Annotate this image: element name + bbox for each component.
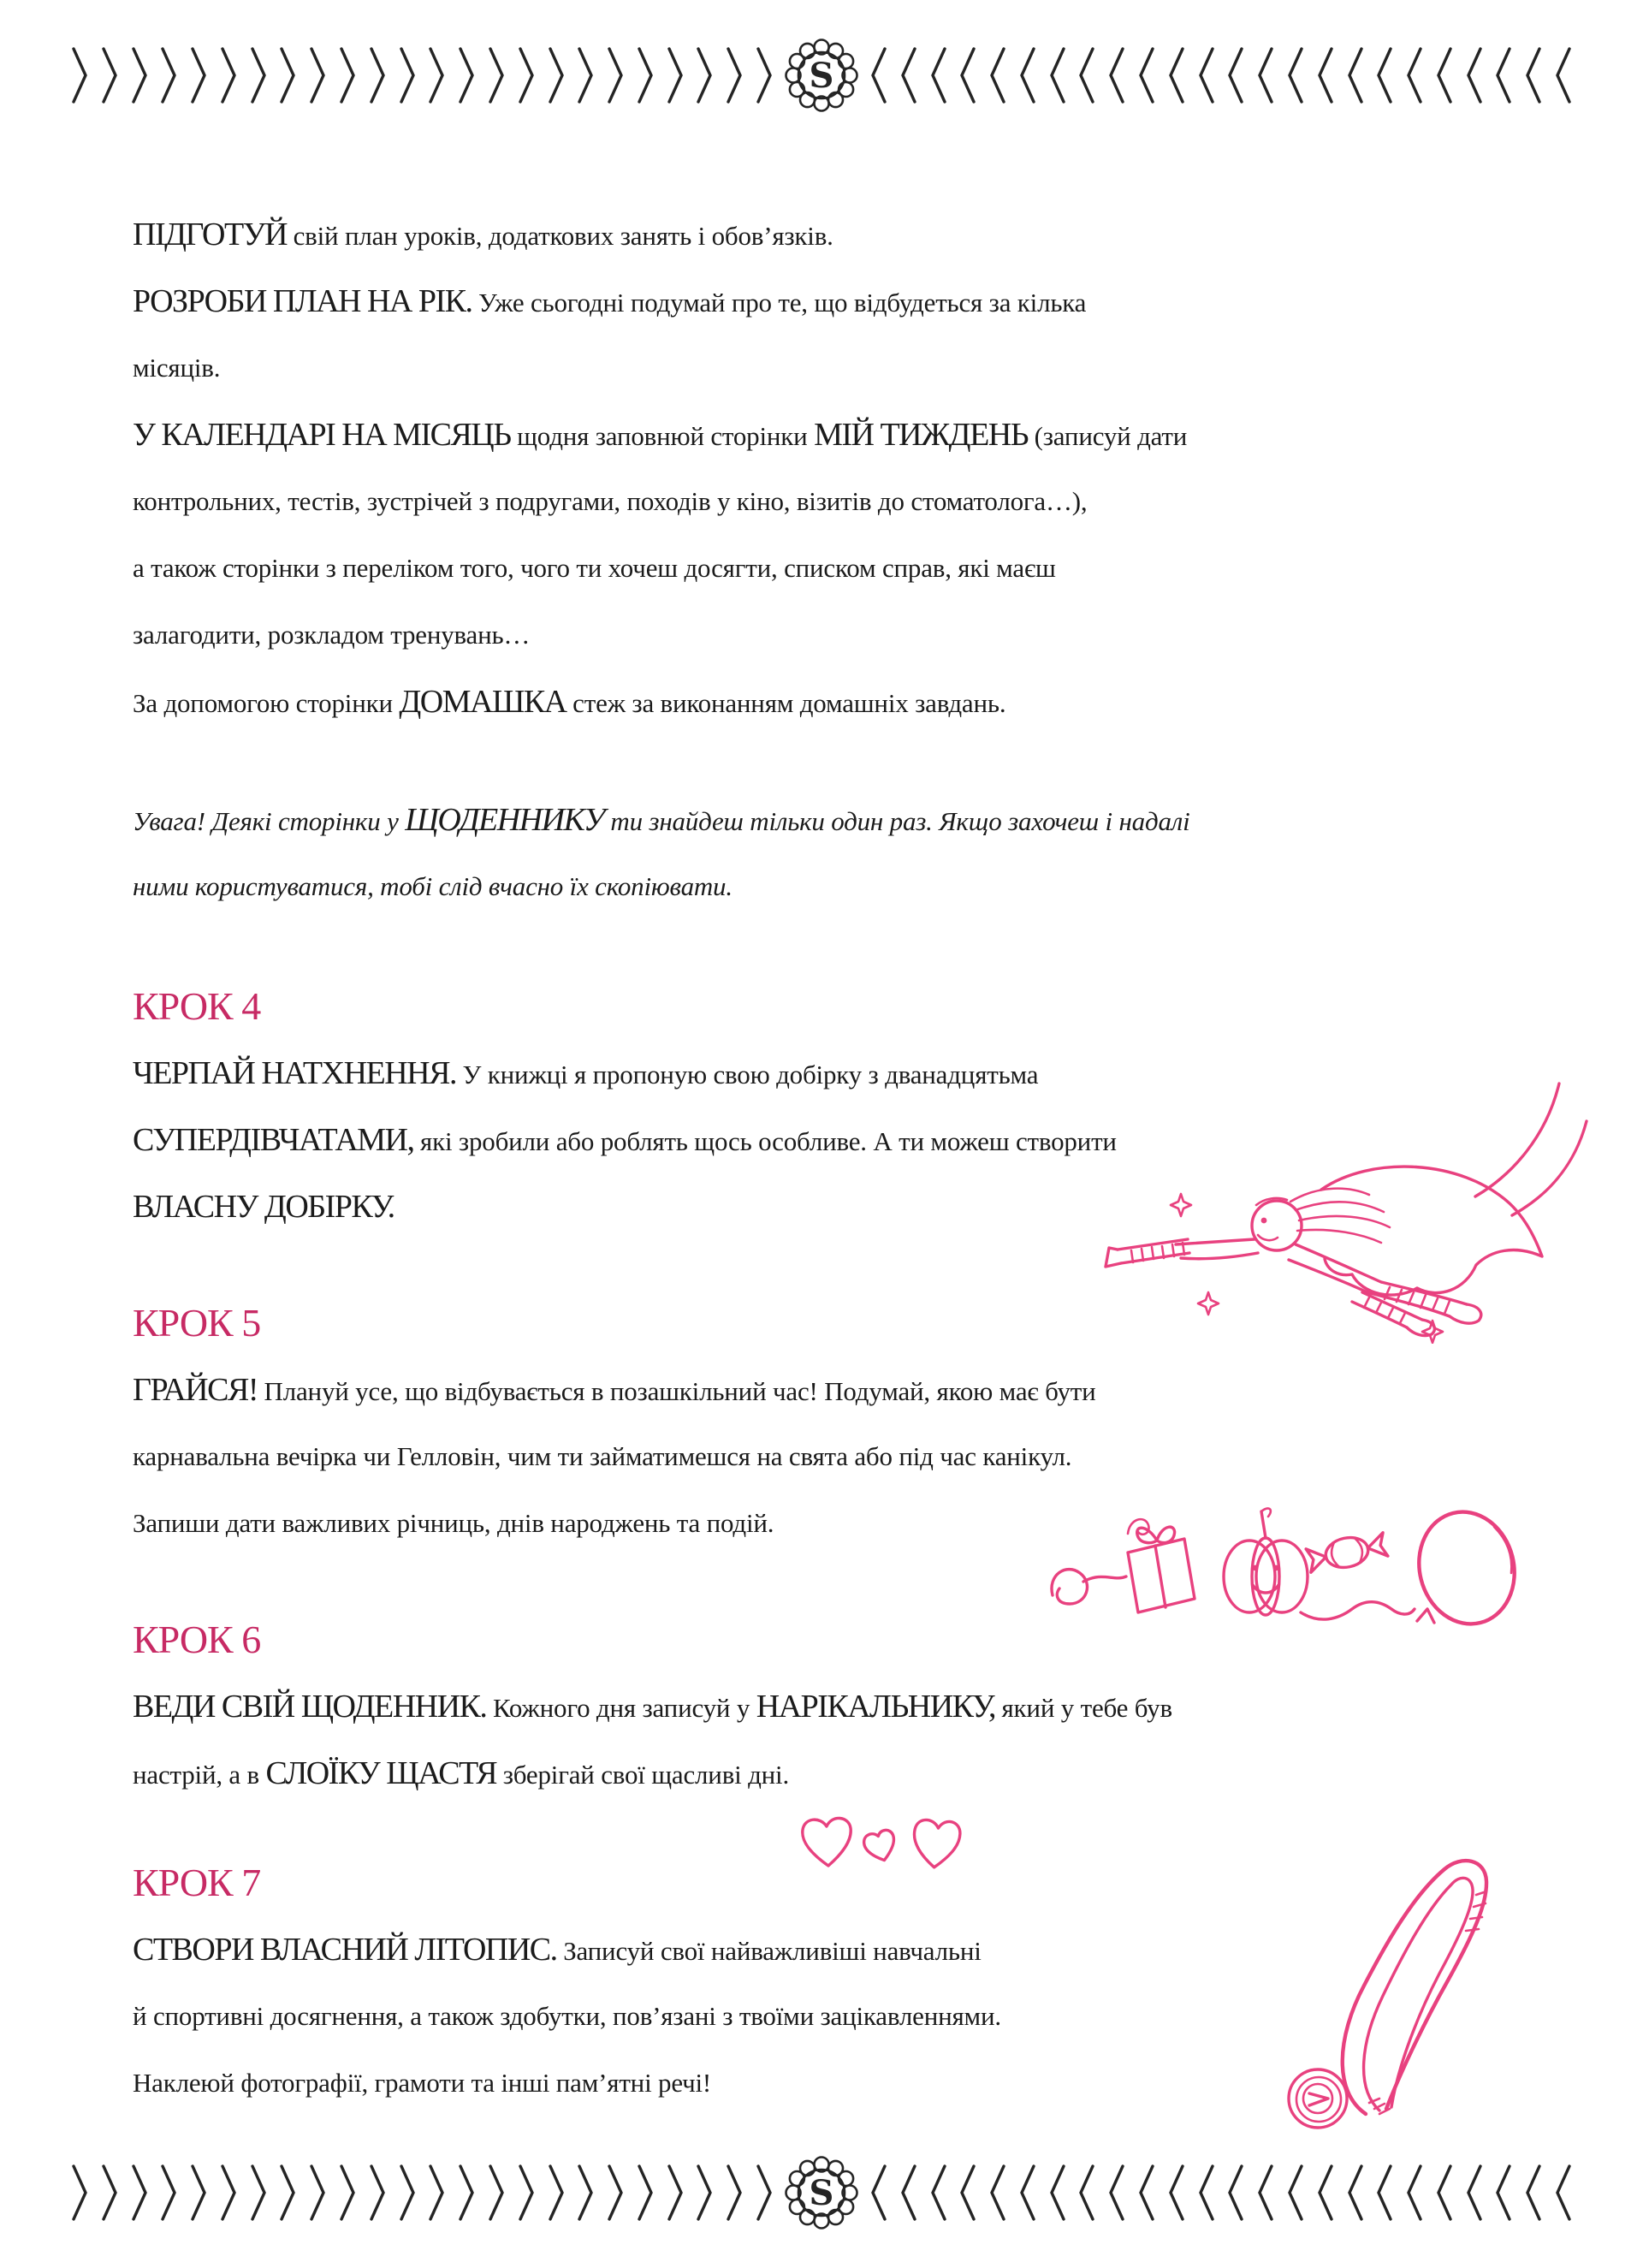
emphasis-caps-text: МІЙ ТИЖДЕНЬ xyxy=(814,417,1029,453)
text-line xyxy=(133,602,1502,668)
body-text: ти знайдеш тільки один раз. Якщо захочеш і надалі xyxy=(603,806,1190,836)
chevron-left-icon xyxy=(1226,45,1245,105)
chevron-right-icon xyxy=(308,2163,327,2223)
chevron-left-icon xyxy=(1197,2163,1216,2223)
body-text: У книжці я пропоную свою добірку з дванадцятьма xyxy=(455,1060,1039,1089)
text-line xyxy=(133,1983,1502,2050)
emphasis-caps-text: НАРІКАЛЬНИКУ, xyxy=(756,1689,995,1725)
chevron-right-icon xyxy=(189,45,208,105)
text-line xyxy=(133,787,1502,853)
body-text: За допомогою сторінки xyxy=(133,688,400,718)
chevron-left-icon xyxy=(1137,45,1156,105)
body-text: контрольних, тестів, зустрічей з подругами, походів у кіно, візитів до стоматолога…), xyxy=(133,486,1088,516)
chevron-left-row xyxy=(869,45,1573,105)
chevron-right-icon xyxy=(427,45,446,105)
chevron-left-icon xyxy=(1524,45,1543,105)
body-text: свій план уроків, додаткових занять і обов’язків. xyxy=(287,221,833,251)
section-heading: КРОК 4 xyxy=(133,984,261,1028)
body-text: настрій, а в xyxy=(133,1760,266,1790)
section-krok-6 xyxy=(133,1613,1502,1807)
text-line xyxy=(133,335,1502,401)
emphasis-caps-text: ЧЕРПАЙ НАТХНЕННЯ. xyxy=(133,1055,456,1091)
chevron-right-icon xyxy=(547,45,566,105)
body-text: Записуй свої найважливіші навчальні xyxy=(556,1936,982,1966)
text-line xyxy=(133,1673,1502,1740)
chevron-right-icon xyxy=(368,2163,387,2223)
chevron-right-icon xyxy=(100,2163,119,2223)
emphasis-caps-text: РОЗРОБИ ПЛАН НА РІК. xyxy=(133,283,472,319)
chevron-right-icon xyxy=(189,2163,208,2223)
emphasis-caps-text: СТВОРИ ВЛАСНИЙ ЛІТОПИС. xyxy=(133,1932,557,1968)
flower-s-ornament-icon xyxy=(782,36,861,115)
section-heading: КРОК 5 xyxy=(133,1301,261,1345)
chevron-right-icon xyxy=(666,2163,685,2223)
body-text: Увага! Деякі сторінки у xyxy=(133,806,406,836)
chevron-left-icon xyxy=(1435,2163,1454,2223)
section-heading: КРОК 6 xyxy=(133,1618,261,1661)
chevron-right-icon xyxy=(517,2163,536,2223)
chevron-right-icon xyxy=(398,45,417,105)
chevron-left-icon xyxy=(899,45,918,105)
top-border xyxy=(70,36,1573,115)
text-line xyxy=(133,201,1502,268)
text-line xyxy=(133,535,1502,602)
chevron-right-icon xyxy=(725,45,744,105)
chevron-left-icon xyxy=(958,2163,977,2223)
chevron-right-icon xyxy=(219,2163,238,2223)
chevron-left-icon xyxy=(1465,45,1484,105)
chevron-right-icon xyxy=(159,2163,178,2223)
chevron-left-icon xyxy=(988,2163,1007,2223)
chevron-right-icon xyxy=(100,45,119,105)
chevron-right-icon xyxy=(308,45,327,105)
emphasis-caps-text: ГРАЙСЯ! xyxy=(133,1372,258,1408)
chevron-right-icon xyxy=(70,45,89,105)
section-paragraph xyxy=(133,1673,1502,1807)
intro-paragraph xyxy=(133,201,1502,735)
chevron-right-icon xyxy=(338,45,357,105)
text-line xyxy=(133,668,1502,735)
body-text: місяців. xyxy=(133,353,221,383)
chevron-left-icon xyxy=(1197,45,1216,105)
chevron-right-icon xyxy=(695,2163,714,2223)
chevron-left-icon xyxy=(1465,2163,1484,2223)
text-line xyxy=(133,401,1502,468)
bottom-border xyxy=(70,2153,1573,2232)
chevron-left-icon xyxy=(1018,45,1037,105)
chevron-right-icon xyxy=(755,2163,774,2223)
section-paragraph xyxy=(133,1040,1502,1240)
chevron-right-icon xyxy=(666,45,685,105)
chevron-left-icon xyxy=(869,45,888,105)
body-text: щодня заповнюй сторінки xyxy=(510,421,815,451)
text-line xyxy=(133,1423,1502,1490)
chevron-right-icon xyxy=(368,45,387,105)
emphasis-caps-text: СЛОЇКУ ЩАСТЯ xyxy=(265,1755,497,1791)
text-column xyxy=(133,201,1502,2117)
chevron-left-icon xyxy=(1018,2163,1037,2223)
chevron-left-icon xyxy=(1524,2163,1543,2223)
chevron-right-icon xyxy=(338,2163,357,2223)
note-paragraph xyxy=(133,787,1502,920)
chevron-left-icon xyxy=(869,2163,888,2223)
chevron-right-icon xyxy=(457,45,476,105)
chevron-right-icon xyxy=(576,2163,595,2223)
chevron-left-icon xyxy=(1256,2163,1275,2223)
body-text: ними користуватися, тобі слід вчасно їх скопіювати. xyxy=(133,871,733,901)
chevron-left-icon xyxy=(1405,45,1424,105)
chevron-right-icon xyxy=(576,45,595,105)
body-text: який у тебе був xyxy=(994,1693,1172,1723)
chevron-right-icon xyxy=(70,2163,89,2223)
body-text: (записуй дати xyxy=(1028,421,1188,451)
section-paragraph xyxy=(133,1916,1502,2117)
emphasis-caps-text: ДОМАШКА xyxy=(399,684,566,720)
chevron-left-icon xyxy=(1346,2163,1365,2223)
text-line xyxy=(133,2050,1502,2117)
chevron-right-icon xyxy=(636,2163,655,2223)
ornament-letter: S xyxy=(809,56,834,96)
text-line xyxy=(133,1357,1502,1423)
body-text: а також сторінки з переліком того, чого ти хочеш досягти, списком справ, які маєш xyxy=(133,553,1056,583)
chevron-left-icon xyxy=(1435,45,1454,105)
body-text: зберігай свої щасливі дні. xyxy=(496,1760,790,1790)
chevron-right-row xyxy=(70,2163,774,2223)
chevron-left-icon xyxy=(1554,2163,1573,2223)
chevron-right-icon xyxy=(695,45,714,105)
section-krok-7 xyxy=(133,1856,1502,2117)
chevron-left-icon xyxy=(1316,2163,1335,2223)
emphasis-caps-text: ВЛАСНУ ДОБІРКУ. xyxy=(133,1189,394,1225)
chevron-left-icon xyxy=(1494,45,1513,105)
chevron-left-icon xyxy=(1137,2163,1156,2223)
chevron-left-icon xyxy=(1346,45,1365,105)
text-line xyxy=(133,1040,1502,1107)
body-text: Плануй усе, що відбувається в позашкільний час! Подумай, якою має бути xyxy=(257,1376,1096,1406)
chevron-left-icon xyxy=(1494,2163,1513,2223)
chevron-left-icon xyxy=(1405,2163,1424,2223)
chevron-right-icon xyxy=(159,45,178,105)
chevron-right-icon xyxy=(487,45,506,105)
chevron-right-icon xyxy=(398,2163,417,2223)
chevron-right-icon xyxy=(636,45,655,105)
chevron-right-icon xyxy=(278,2163,297,2223)
chevron-right-icon xyxy=(755,45,774,105)
text-line xyxy=(133,1173,1502,1240)
section-paragraph xyxy=(133,1357,1502,1557)
emphasis-caps-text: ЩОДЕННИКУ xyxy=(405,802,604,838)
ornament-letter: S xyxy=(809,2173,834,2213)
body-text: залагодити, розкладом тренувань… xyxy=(133,620,531,650)
chevron-left-icon xyxy=(1048,45,1067,105)
chevron-right-icon xyxy=(725,2163,744,2223)
text-line xyxy=(133,1490,1502,1557)
chevron-left-icon xyxy=(1048,2163,1067,2223)
chevron-right-icon xyxy=(487,2163,506,2223)
emphasis-caps-text: СУПЕРДІВЧАТАМИ, xyxy=(133,1122,414,1158)
chevron-left-icon xyxy=(1554,45,1573,105)
chevron-left-icon xyxy=(1077,45,1096,105)
chevron-right-row xyxy=(70,45,774,105)
chevron-left-icon xyxy=(899,2163,918,2223)
chevron-left-icon xyxy=(929,2163,948,2223)
chevron-left-icon xyxy=(1167,2163,1186,2223)
body-text: карнавальна вечірка чи Гелловін, чим ти займатимешся на свята або під час канікул. xyxy=(133,1441,1072,1471)
chevron-left-icon xyxy=(1375,45,1394,105)
chevron-left-icon xyxy=(1375,2163,1394,2223)
chevron-left-icon xyxy=(1107,2163,1126,2223)
chevron-right-icon xyxy=(427,2163,446,2223)
section-krok-5 xyxy=(133,1297,1502,1557)
chevron-right-icon xyxy=(457,2163,476,2223)
chevron-left-icon xyxy=(1167,45,1186,105)
body-text: Уже сьогодні подумай про те, що відбудеться за кілька xyxy=(472,288,1087,318)
emphasis-caps-text: ПІДГОТУЙ xyxy=(133,217,288,252)
chevron-left-row xyxy=(869,2163,1573,2223)
chevron-right-icon xyxy=(517,45,536,105)
chevron-right-icon xyxy=(547,2163,566,2223)
emphasis-caps-text: ВЕДИ СВІЙ ЩОДЕННИК. xyxy=(133,1689,487,1725)
chevron-left-icon xyxy=(1286,45,1305,105)
chevron-left-icon xyxy=(1077,2163,1096,2223)
chevron-left-icon xyxy=(958,45,977,105)
chevron-left-icon xyxy=(1226,2163,1245,2223)
chevron-right-icon xyxy=(606,2163,625,2223)
chevron-left-icon xyxy=(1107,45,1126,105)
emphasis-caps-text: У КАЛЕНДАРІ НА МІСЯЦЬ xyxy=(133,417,511,453)
body-text: й спортивні досягнення, а також здобутки, пов’язані з твоїми зацікавленнями. xyxy=(133,2001,1001,2031)
text-line xyxy=(133,853,1502,920)
chevron-right-icon xyxy=(219,45,238,105)
chevron-right-icon xyxy=(249,2163,268,2223)
body-text: Наклеюй фотографії, грамоти та інші пам’ятні речі! xyxy=(133,2068,712,2098)
text-line xyxy=(133,1916,1502,1983)
chevron-left-icon xyxy=(988,45,1007,105)
chevron-left-icon xyxy=(1316,45,1335,105)
chevron-left-icon xyxy=(1286,2163,1305,2223)
section-krok-4 xyxy=(133,980,1502,1240)
chevron-right-icon xyxy=(130,45,149,105)
chevron-right-icon xyxy=(130,2163,149,2223)
chevron-right-icon xyxy=(249,45,268,105)
body-text: Кожного дня записуй у xyxy=(486,1693,756,1723)
chevron-left-icon xyxy=(1256,45,1275,105)
text-line xyxy=(133,468,1502,535)
section-heading: КРОК 7 xyxy=(133,1861,261,1904)
chevron-right-icon xyxy=(606,45,625,105)
text-line xyxy=(133,268,1502,335)
flower-s-ornament-icon xyxy=(782,2153,861,2232)
body-text: які зробили або роблять щось особливе. А ти можеш створити xyxy=(413,1126,1117,1156)
chevron-left-icon xyxy=(929,45,948,105)
body-text: Запиши дати важливих річниць, днів народжень та подій. xyxy=(133,1508,774,1538)
body-text: стеж за виконанням домашніх завдань. xyxy=(566,688,1006,718)
chevron-right-icon xyxy=(278,45,297,105)
text-line xyxy=(133,1107,1502,1173)
text-line xyxy=(133,1740,1502,1807)
